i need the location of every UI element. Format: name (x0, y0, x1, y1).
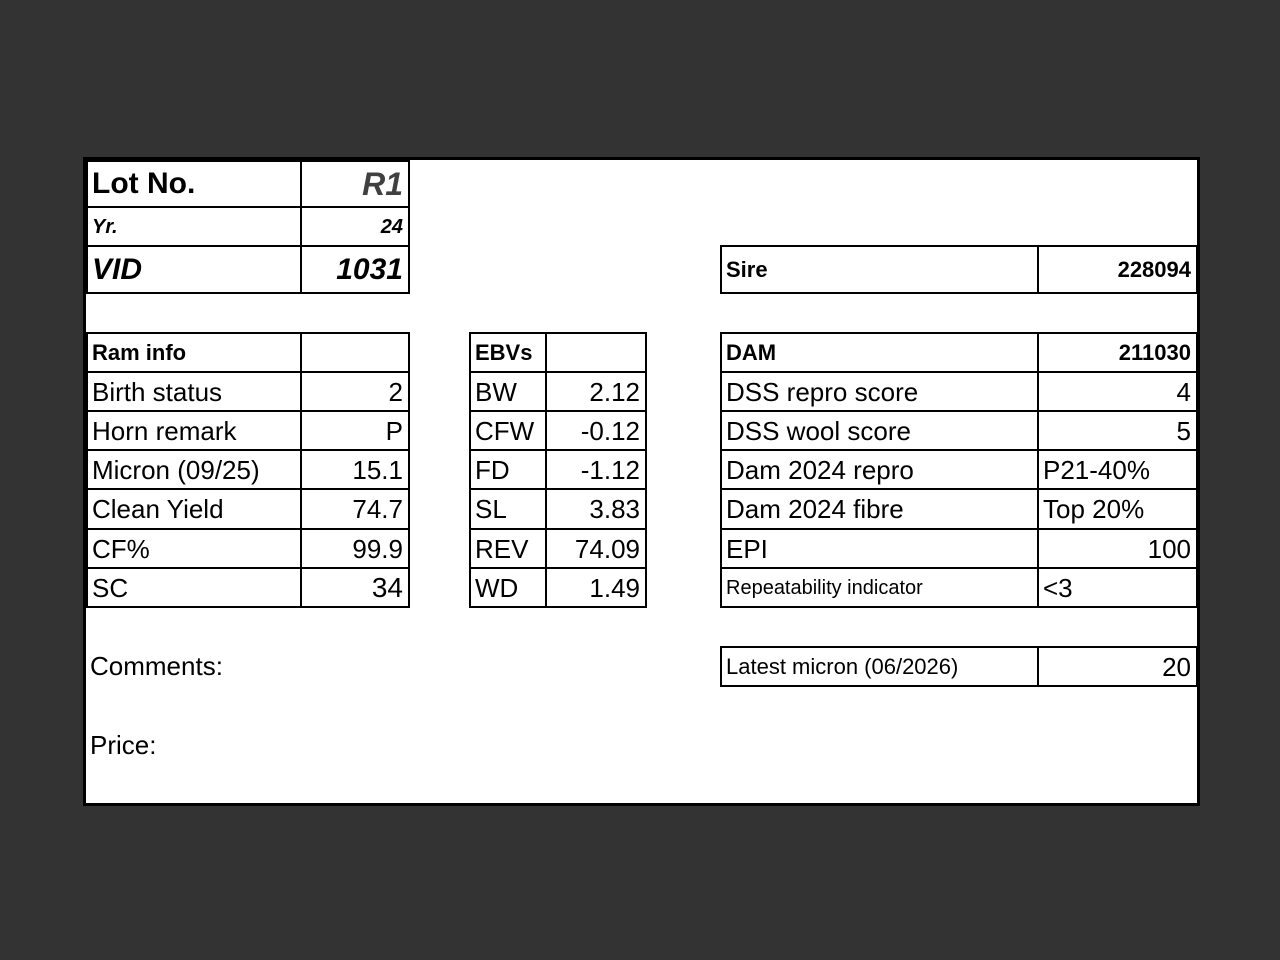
dam-row-label: Dam 2024 fibre (720, 488, 1039, 530)
year-label: Yr. (86, 206, 302, 247)
sire-label: Sire (720, 245, 1039, 294)
ebvs-header-blank (545, 332, 647, 373)
ram-info-row-label: SC (86, 567, 302, 608)
dam-row-label: DSS wool score (720, 410, 1039, 451)
ebvs-header: EBVs (469, 332, 547, 373)
latest-micron-label: Latest micron (06/2026) (720, 646, 1039, 687)
ram-info-row-label: Horn remark (86, 410, 302, 451)
dam-row-value: 4 (1037, 371, 1198, 412)
ebv-row-label: CFW (469, 410, 547, 451)
ram-info-row-value: 15.1 (300, 449, 410, 490)
lot-no-label: Lot No. (86, 160, 302, 208)
ebv-row-value: 1.49 (545, 567, 647, 608)
ram-info-row-label: Birth status (86, 371, 302, 412)
ram-info-row-value: 99.9 (300, 528, 410, 569)
dam-row-value: Top 20% (1037, 488, 1198, 530)
ebv-row-value: 2.12 (545, 371, 647, 412)
vid-label: VID (86, 245, 302, 294)
ebv-row-label: SL (469, 488, 547, 530)
ebv-row-value: 3.83 (545, 488, 647, 530)
ebv-row-label: FD (469, 449, 547, 490)
dam-row-value: <3 (1037, 567, 1198, 608)
ram-info-row-value: 2 (300, 371, 410, 412)
ebv-row-label: REV (469, 528, 547, 569)
ebv-row-value: -0.12 (545, 410, 647, 451)
dam-row-value: 5 (1037, 410, 1198, 451)
latest-micron-value: 20 (1037, 646, 1198, 687)
price-label: Price: (90, 730, 157, 760)
ram-info-header-blank (300, 332, 410, 373)
dam-row-label: Dam 2024 repro (720, 449, 1039, 490)
dam-row-label: DSS repro score (720, 371, 1039, 412)
ram-info-row-label: Clean Yield (86, 488, 302, 530)
ram-info-row-label: Micron (09/25) (86, 449, 302, 490)
ebv-row-label: BW (469, 371, 547, 412)
dam-row-value: P21-40% (1037, 449, 1198, 490)
ram-info-row-value: P (300, 410, 410, 451)
vid-value: 1031 (300, 245, 410, 294)
dam-header-value: 211030 (1037, 332, 1198, 373)
year-value: 24 (300, 206, 410, 247)
ram-info-row-label: CF% (86, 528, 302, 569)
auction-lot-sheet (83, 157, 1200, 806)
ram-info-row-value: 34 (300, 567, 410, 608)
dam-row-label: EPI (720, 528, 1039, 569)
ram-info-row-value: 74.7 (300, 488, 410, 530)
ebv-row-value: 74.09 (545, 528, 647, 569)
dam-header: DAM (720, 332, 1039, 373)
ram-info-header: Ram info (86, 332, 302, 373)
comments-label: Comments: (90, 651, 223, 681)
ebv-row-value: -1.12 (545, 449, 647, 490)
ebv-row-label: WD (469, 567, 547, 608)
dam-row-value: 100 (1037, 528, 1198, 569)
dam-row-label: Repeatability indicator (720, 567, 1039, 608)
sire-value: 228094 (1037, 245, 1198, 294)
lot-no-value: R1 (300, 160, 410, 208)
